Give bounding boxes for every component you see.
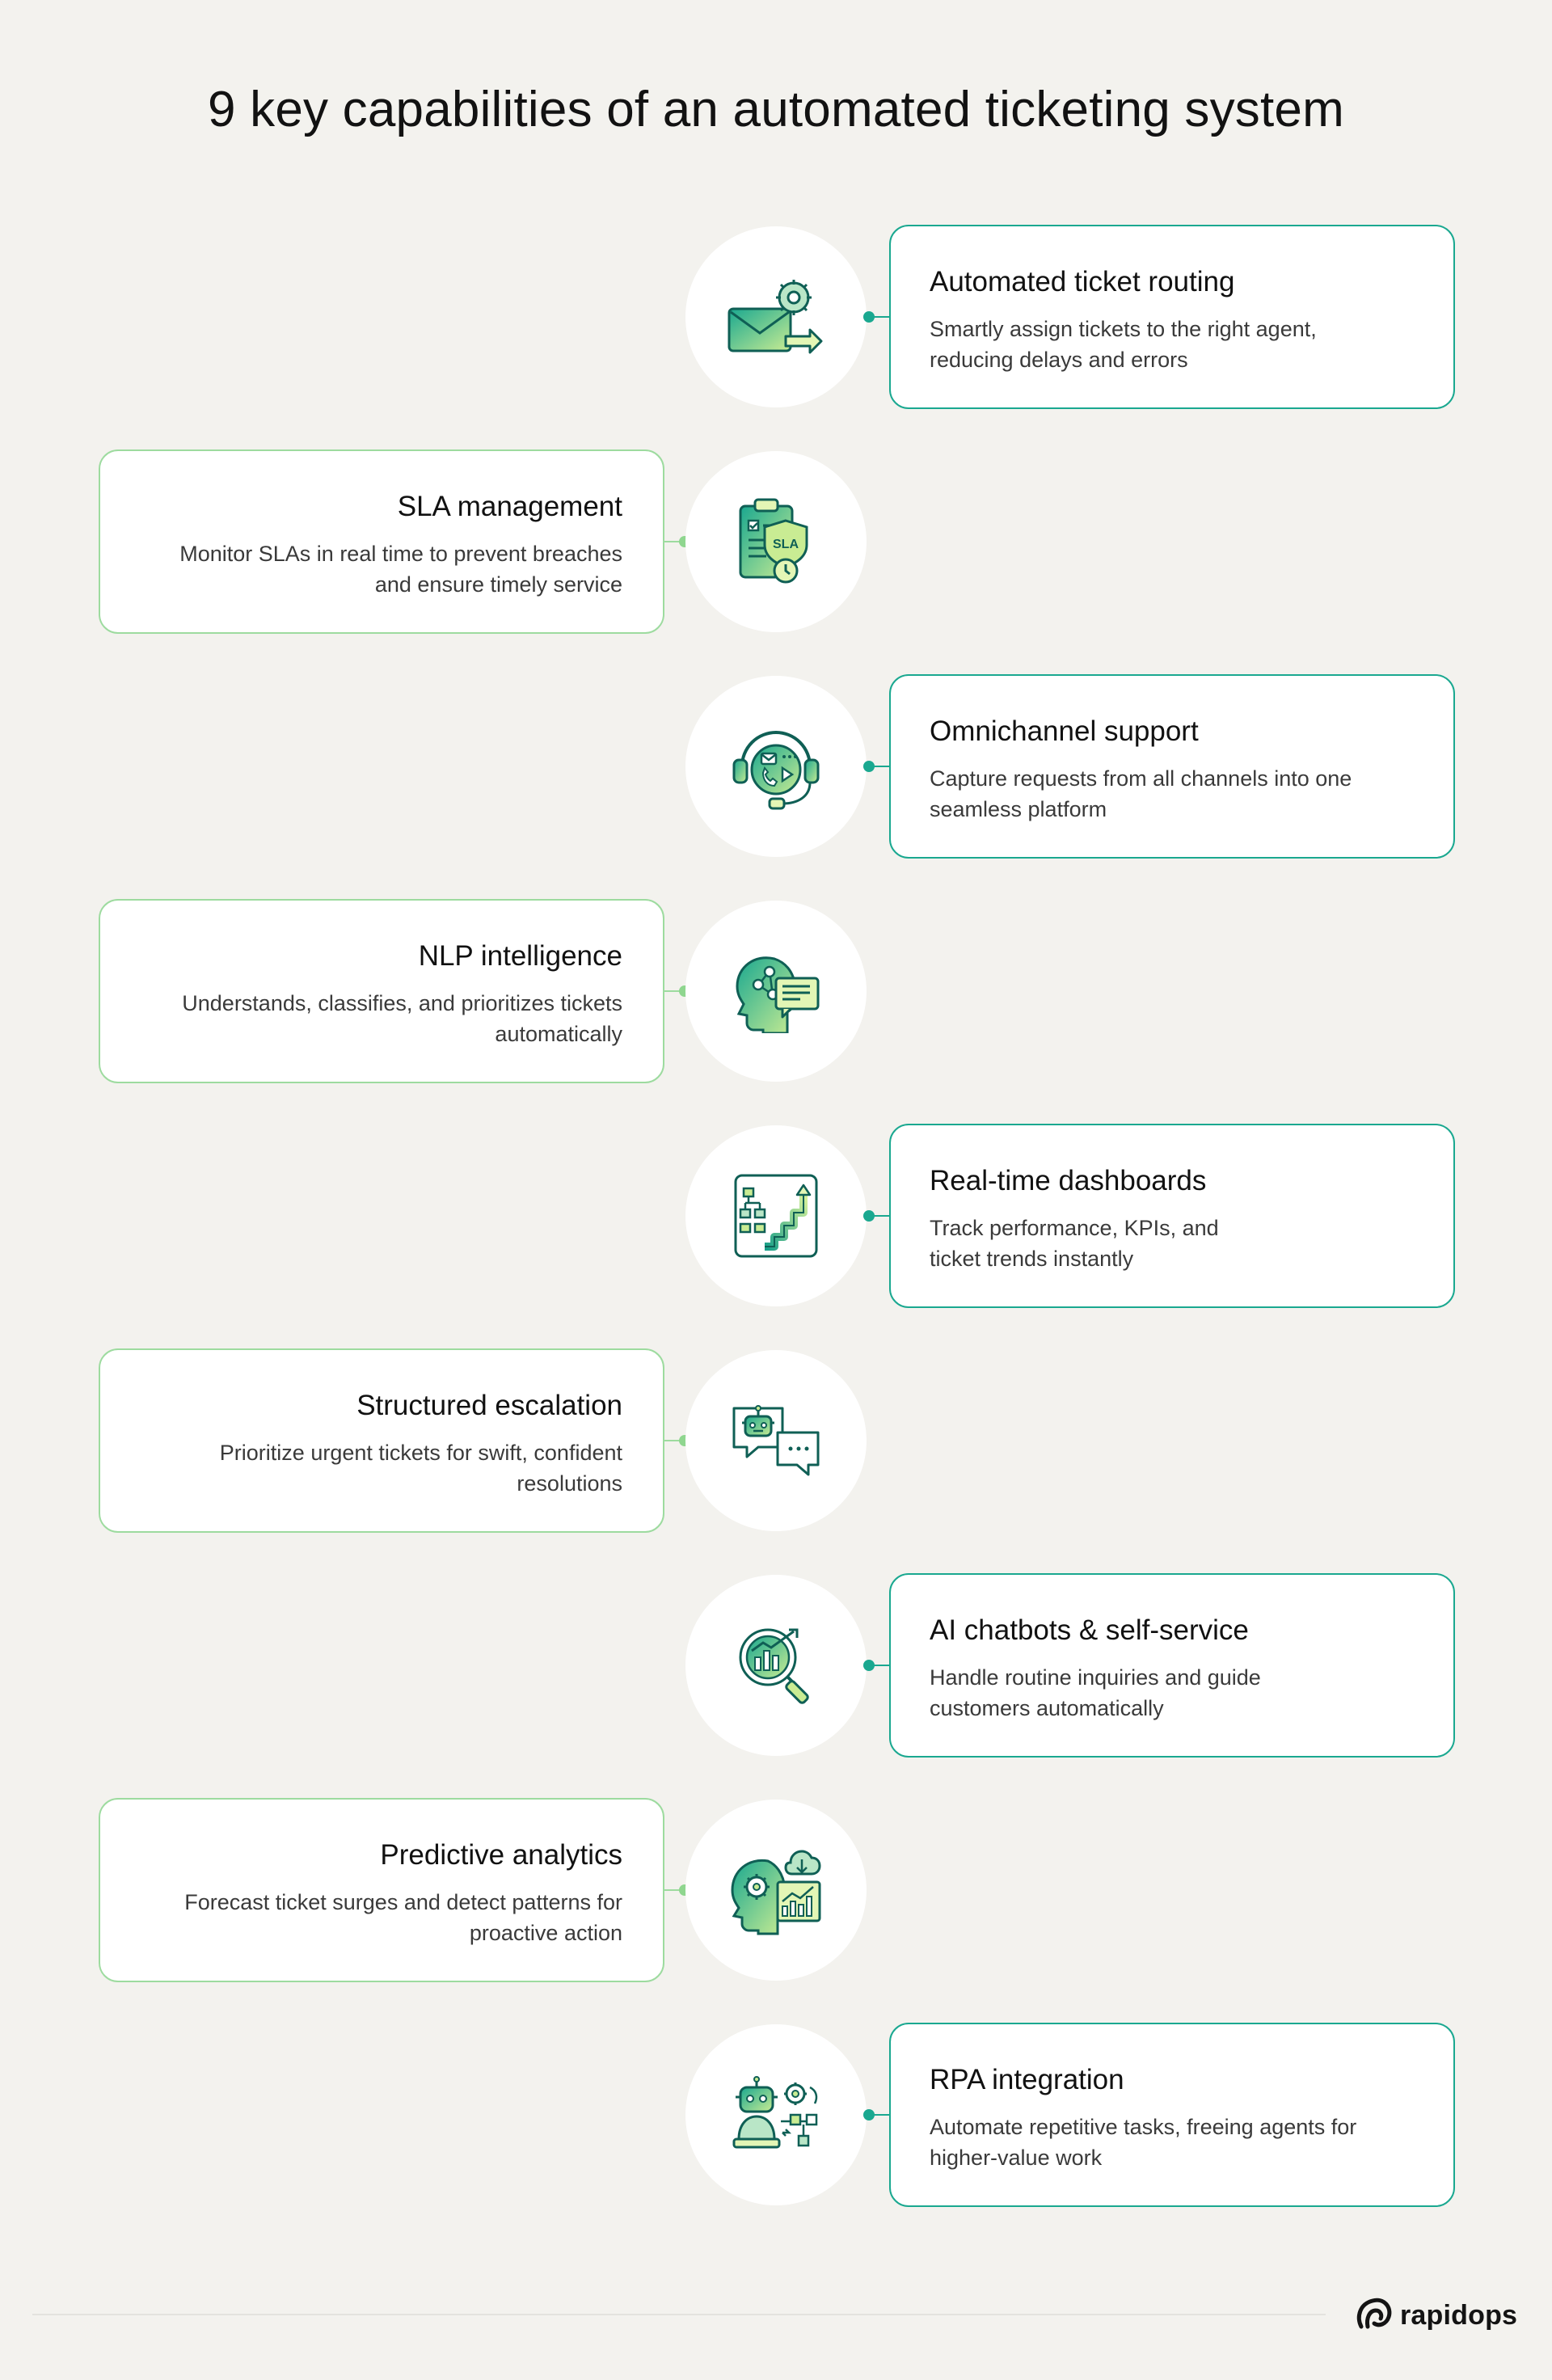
icon-circle <box>685 1125 867 1306</box>
footer-divider <box>32 2314 1326 2315</box>
connector-dot <box>863 761 875 772</box>
capability-omnichannel-support <box>0 674 1552 862</box>
capability-title: Real-time dashboards <box>930 1165 1207 1196</box>
envelope-gear-icon <box>726 276 826 357</box>
brain-chat-icon <box>731 949 821 1033</box>
icon-circle <box>685 2024 867 2205</box>
icon-circle <box>685 1350 867 1531</box>
capability-description: Handle routine inquiries and guide customers automatically <box>930 1665 1261 1720</box>
head-gear-analytics-icon <box>728 1845 824 1935</box>
capability-nlp-intelligence <box>0 899 1552 1087</box>
capability-title: Automated ticket routing <box>930 266 1235 298</box>
capability-description: Monitor SLAs in real time to prevent breaches and ensure timely service <box>179 542 622 597</box>
headset-chat-icon <box>729 719 823 813</box>
capability-description: Automate repetitive tasks, freeing agents for higher-value work <box>930 2115 1357 2170</box>
capability-card <box>99 1348 664 1533</box>
page-title: 9 key capabilities of an automated ticketing system <box>208 82 1344 137</box>
capability-rpa-integration <box>0 2023 1552 2210</box>
connector-dot <box>863 2109 875 2120</box>
capability-description: Smartly assign tickets to the right agent, reducing delays and errors <box>930 317 1317 372</box>
capability-sla-management <box>0 449 1552 637</box>
icon-circle <box>685 676 867 857</box>
capability-title: AI chatbots & self-service <box>930 1614 1249 1646</box>
capability-description: Prioritize urgent tickets for swift, confident resolutions <box>219 1441 622 1496</box>
svg-text:SLA: SLA <box>773 538 799 551</box>
connector-dot <box>863 1210 875 1222</box>
capability-automated-ticket-routing <box>0 225 1552 412</box>
capability-card <box>889 674 1455 859</box>
capability-title: SLA management <box>397 491 622 522</box>
capability-title: NLP intelligence <box>418 940 622 972</box>
capability-card <box>889 1573 1455 1758</box>
icon-circle <box>685 1575 867 1756</box>
capability-description: Forecast ticket surges and detect patterns for proactive action <box>184 1890 622 1945</box>
capability-predictive-analytics <box>0 1798 1552 1985</box>
capability-card <box>99 1798 664 1982</box>
connector-dot <box>863 1660 875 1671</box>
capability-ai-chatbots-self-service <box>0 1573 1552 1761</box>
capability-title: Structured escalation <box>356 1390 622 1421</box>
capability-description: Track performance, KPIs, and ticket trends instantly <box>930 1216 1219 1271</box>
capability-card <box>99 449 664 634</box>
capability-description: Capture requests from all channels into one seamless platform <box>930 766 1352 821</box>
sla-clipboard-icon <box>736 496 816 587</box>
icon-circle <box>685 901 867 1082</box>
magnifier-chart-icon <box>734 1623 818 1707</box>
rapidops-logo-icon <box>1355 2294 1394 2337</box>
brand-name: rapidops <box>1400 2299 1518 2331</box>
robot-workflow-icon <box>731 2076 821 2154</box>
capability-card <box>889 225 1455 409</box>
robot-chat-icon <box>729 1399 823 1483</box>
capability-description: Understands, classifies, and prioritizes tickets automatically <box>182 991 622 1046</box>
brand-logo[interactable] <box>1355 2293 1517 2338</box>
capability-card <box>889 1124 1455 1308</box>
capability-title: Predictive analytics <box>380 1839 622 1871</box>
icon-circle <box>685 226 867 407</box>
capability-structured-escalation <box>0 1348 1552 1536</box>
dashboard-chart-icon <box>732 1172 820 1260</box>
capability-card <box>889 2023 1455 2207</box>
capability-title: Omnichannel support <box>930 715 1199 747</box>
connector-dot <box>863 311 875 323</box>
capability-real-time-dashboards <box>0 1124 1552 1311</box>
icon-circle <box>685 451 867 632</box>
capability-card <box>99 899 664 1083</box>
capability-title: RPA integration <box>930 2064 1124 2095</box>
icon-circle <box>685 1800 867 1981</box>
